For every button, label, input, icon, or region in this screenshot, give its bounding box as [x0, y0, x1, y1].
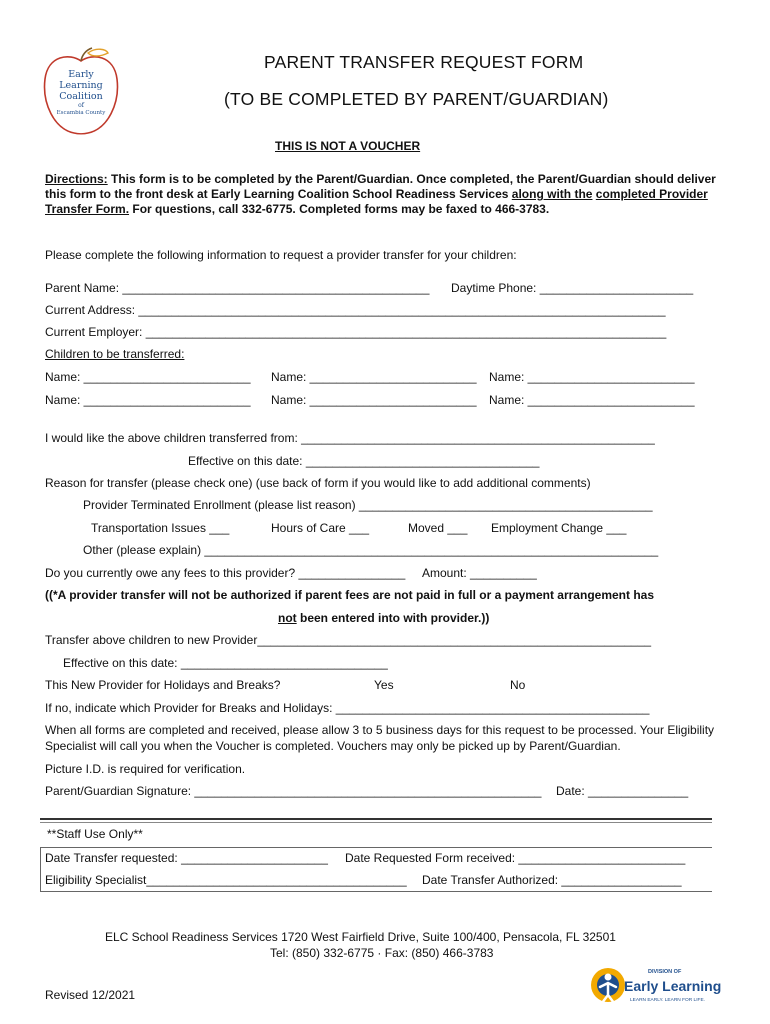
form-title: PARENT TRANSFER REQUEST FORM — [264, 52, 584, 72]
elc-logo — [40, 47, 122, 137]
date-transfer-requested-field[interactable]: Date Transfer requested: ______________________ — [45, 851, 328, 865]
logo-big-text: Early Learning — [624, 978, 722, 994]
current-employer-field[interactable]: Current Employer: ______________________________________________________________________________ — [45, 325, 667, 339]
not-voucher-notice: THIS IS NOT A VOUCHER — [275, 139, 421, 153]
logo-line-2: Learning — [59, 80, 103, 91]
logo-small-text: DIVISION OF — [648, 969, 682, 975]
warning-line-1: ((*A provider transfer will not be authorized if parent fees are not paid in full or a payment arrangement has — [45, 588, 654, 602]
staff-bottom-rule — [40, 891, 712, 892]
logo-tagline: LEARN EARLY. LEARN FOR LIFE. — [630, 998, 705, 1003]
reason-other[interactable]: Other (please explain) ____________________________________________________________________ — [83, 543, 659, 557]
reason-transportation[interactable]: Transportation Issues ___ — [91, 521, 230, 535]
directions-text-1: This form is to be completed by the Parent/Guardian. Once completed, the Parent/Guardian should deliver this form to the front desk at Early Learning Coalition School Readiness Services — [45, 172, 716, 201]
holidays-provider-field[interactable]: If no, indicate which Provider for Breaks and Holidays: _______________________________________________ — [45, 701, 650, 715]
section-divider-thin — [40, 822, 712, 823]
picture-id-note: Picture I.D. is required for verification. — [45, 762, 246, 776]
intro-text: Please complete the following information to request a provider transfer for your children: — [45, 248, 517, 262]
warning-not: not — [278, 611, 297, 625]
new-provider-field[interactable]: Transfer above children to new Provider___________________________________________________________ — [45, 633, 652, 647]
directions-text-5: For questions, call 332-6775. Completed forms may be faxed to 466-3783. — [129, 202, 550, 216]
child-name-field[interactable]: Name: _________________________ — [271, 370, 477, 384]
staff-use-label: **Staff Use Only** — [47, 827, 143, 841]
reason-employment-change[interactable]: Employment Change ___ — [491, 521, 627, 535]
sun-child-icon — [588, 965, 628, 1013]
directions-text-4: completed Provider Transfer Form. — [45, 187, 708, 216]
amount-field[interactable]: Amount: __________ — [422, 566, 537, 580]
division-of-early-learning-logo — [588, 965, 722, 1013]
child-name-field[interactable]: Name: _________________________ — [489, 393, 695, 407]
child-name-field[interactable]: Name: _________________________ — [271, 393, 477, 407]
form-subtitle: (TO BE COMPLETED BY PARENT/GUARDIAN) — [224, 89, 609, 109]
footer-contact: Tel: (850) 332-6775 · Fax: (850) 466-3783 — [270, 946, 494, 960]
reason-hours-of-care[interactable]: Hours of Care ___ — [271, 521, 370, 535]
logo-line-1: Early — [68, 69, 94, 80]
daytime-phone-field[interactable]: Daytime Phone: _______________________ — [451, 281, 694, 295]
directions-paragraph — [45, 172, 725, 217]
warning-line-2 — [278, 611, 489, 625]
owe-fees-field[interactable]: Do you currently owe any fees to this provider? ________________ — [45, 566, 406, 580]
footer-address: ELC School Readiness Services 1720 West Fairfield Drive, Suite 100/400, Pensacola, FL 32501 — [105, 930, 616, 944]
revised-date: Revised 12/2021 — [45, 988, 136, 1002]
logo-line-3: Coalition — [59, 91, 103, 102]
effective-date-field[interactable]: Effective on this date: _______________________________ — [63, 656, 388, 670]
no-option[interactable]: No — [510, 678, 526, 692]
yes-option[interactable]: Yes — [374, 678, 394, 692]
date-authorized-field[interactable]: Date Transfer Authorized: __________________ — [422, 873, 682, 887]
transfer-from-field[interactable]: I would like the above children transferred from: _____________________________________________________ — [45, 431, 655, 445]
children-label: Children to be transferred: — [45, 347, 185, 361]
child-name-field[interactable]: Name: _________________________ — [45, 370, 251, 384]
eligibility-specialist-field[interactable]: Eligibility Specialist_______________________________________ — [45, 873, 407, 887]
child-name-field[interactable]: Name: _________________________ — [45, 393, 251, 407]
holidays-question: This New Provider for Holidays and Breaks? — [45, 678, 281, 692]
reason-label: Reason for transfer (please check one) (use back of form if you would like to add additional comments) — [45, 476, 591, 490]
effective-date-field[interactable]: Effective on this date: ___________________________________ — [188, 454, 540, 468]
reason-moved[interactable]: Moved ___ — [408, 521, 468, 535]
child-name-field[interactable]: Name: _________________________ — [489, 370, 695, 384]
directions-label: Directions: — [45, 172, 108, 186]
parent-name-field[interactable]: Parent Name: ______________________________________________ — [45, 281, 430, 295]
signature-date-field[interactable]: Date: _______________ — [556, 784, 689, 798]
signature-field[interactable]: Parent/Guardian Signature: ____________________________________________________ — [45, 784, 542, 798]
warning-line-2-rest: been entered into with provider.)) — [296, 611, 490, 625]
logo-line-5: Escambia County — [56, 110, 106, 116]
date-form-received-field[interactable]: Date Requested Form received: _________________________ — [345, 851, 686, 865]
current-address-field[interactable]: Current Address: _______________________________________________________________________________ — [45, 303, 666, 317]
section-divider — [40, 818, 712, 820]
reason-provider-terminated[interactable]: Provider Terminated Enrollment (please list reason) ____________________________________________ — [83, 498, 653, 512]
directions-text-2: along with the — [511, 187, 593, 201]
processing-note: When all forms are completed and received, please allow 3 to 5 business days for this request to be processed. Your Eligibility Specialist will call you when the Voucher is completed. Vouchers may only be picked up by Parent/Guardian. — [45, 723, 715, 753]
logo-line-4: of — [78, 102, 84, 109]
